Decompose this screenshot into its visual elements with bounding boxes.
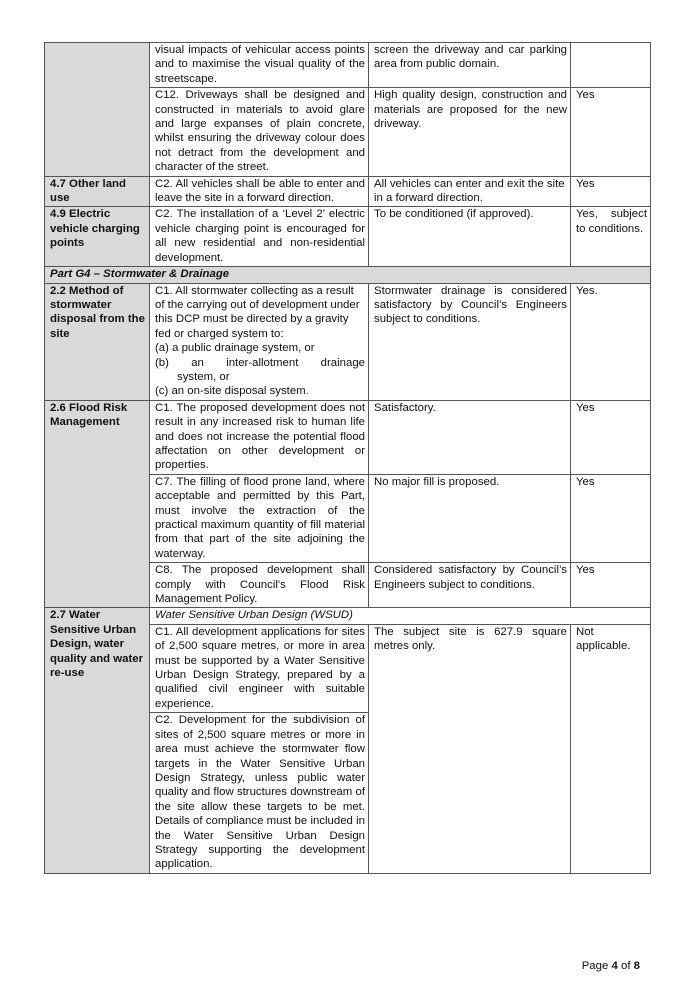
section-cell: 2.6 Flood Risk Management	[45, 400, 150, 608]
section-cell	[45, 43, 150, 177]
control-cell: C2. Development for the subdivision of sites of 2,500 square metres or more in area must achieve the stormwater flow targets in the Water Sensitive Urban Design Strategy, unless public water quality and flow structures downstream of the site allow these targets to be met. Details of compliance must be included in the Water Sensitive Urban Design Strategy supporting the development application.	[150, 713, 369, 873]
table-row	[45, 176, 651, 207]
table-row	[45, 207, 651, 267]
table-row	[45, 400, 651, 474]
list-item: (b) an inter-allotment drainage	[155, 356, 365, 369]
section-cell: 4.9 Electric vehicle charging points	[45, 207, 150, 267]
section-cell: 2.7 Water Sensitive Urban Design, water quality and water re-use	[45, 608, 150, 873]
control-cell: C7. The filling of flood prone land, where acceptable and permitted by this Part, must involve the extraction of the practical maximum quantity of fill material from that part of the site adjoining the waterway.	[150, 474, 369, 562]
part-heading-row	[45, 267, 651, 283]
complies-cell	[571, 43, 651, 88]
compliance-table	[44, 42, 651, 874]
complies-cell: Yes	[571, 88, 651, 176]
control-cell	[150, 283, 369, 400]
complies-cell: Yes	[571, 474, 651, 562]
control-cell: C2. The installation of a ‘Level 2’ electric vehicle charging point is encouraged for all new residential and non-residential development.	[150, 207, 369, 267]
comment-cell: No major fill is proposed.	[369, 474, 571, 562]
comment-cell: The subject site is 627.9 square metres only.	[369, 624, 571, 873]
comment-cell: Stormwater drainage is considered satisfactory by Council’s Engineers subject to conditions.	[369, 283, 571, 400]
subheading-cell: Water Sensitive Urban Design (WSUD)	[150, 608, 651, 624]
control-cell: C2. All vehicles shall be able to enter and leave the site in a forward direction.	[150, 176, 369, 207]
section-cell: 4.7 Other land use	[45, 176, 150, 207]
comment-cell: Satisfactory.	[369, 400, 571, 474]
control-cell: C1. All development applications for sites of 2,500 square metres, or more in area must be supported by a Water Sensitive Urban Design Strategy, prepared by a qualified civil engineer with suitable experience.	[150, 624, 369, 712]
complies-cell: Yes	[571, 176, 651, 207]
complies-cell: Yes	[571, 563, 651, 608]
control-text: C1. All stormwater collecting as a result of the carrying out of development under this DCP must be directed by a gravity fed or charged system to:	[155, 284, 360, 340]
table-row	[45, 608, 651, 624]
comment-cell: All vehicles can enter and exit the site in a forward direction.	[369, 176, 571, 207]
complies-cell: Yes, subject to conditions.	[571, 207, 651, 267]
control-cell: C12. Driveways shall be designed and constructed in materials to avoid glare and large expanses of plain concrete, whilst ensuring the driveway colour does not detract from the development and character of the street.	[150, 88, 369, 176]
complies-cell: Yes.	[571, 283, 651, 400]
current-page: 4	[611, 960, 618, 972]
complies-cell: Yes	[571, 400, 651, 474]
control-cell: C8. The proposed development shall comply with Council's Flood Risk Management Policy.	[150, 563, 369, 608]
table-row	[45, 283, 651, 400]
part-heading: Part G4 – Stormwater & Drainage	[45, 267, 651, 283]
list-item: (a) a public drainage system, or	[155, 342, 315, 355]
comment-cell: High quality design, construction and materials are proposed for the new driveway.	[369, 88, 571, 176]
control-cell: C1. The proposed development does not result in any increased risk to human life and does not increase the potential flood affectation on other development or properties.	[150, 400, 369, 474]
complies-cell: Not applicable.	[571, 624, 651, 873]
list-item: system, or	[177, 370, 230, 383]
page-label: Page	[581, 960, 609, 972]
comment-cell: Considered satisfactory by Council’s Engineers subject to conditions.	[369, 563, 571, 608]
list-item: (c) an on-site disposal system.	[155, 385, 309, 398]
comment-cell: To be conditioned (if approved).	[369, 207, 571, 267]
page-number	[582, 960, 640, 972]
total-pages: 8	[633, 960, 640, 972]
page-of-label: of	[620, 960, 631, 972]
section-cell: 2.2 Method of stormwater disposal from the site	[45, 283, 150, 400]
comment-cell: screen the driveway and car parking area from public domain.	[369, 43, 571, 88]
control-cell: visual impacts of vehicular access points and to maximise the visual quality of the streetscape.	[150, 43, 369, 88]
table-row	[45, 43, 651, 88]
